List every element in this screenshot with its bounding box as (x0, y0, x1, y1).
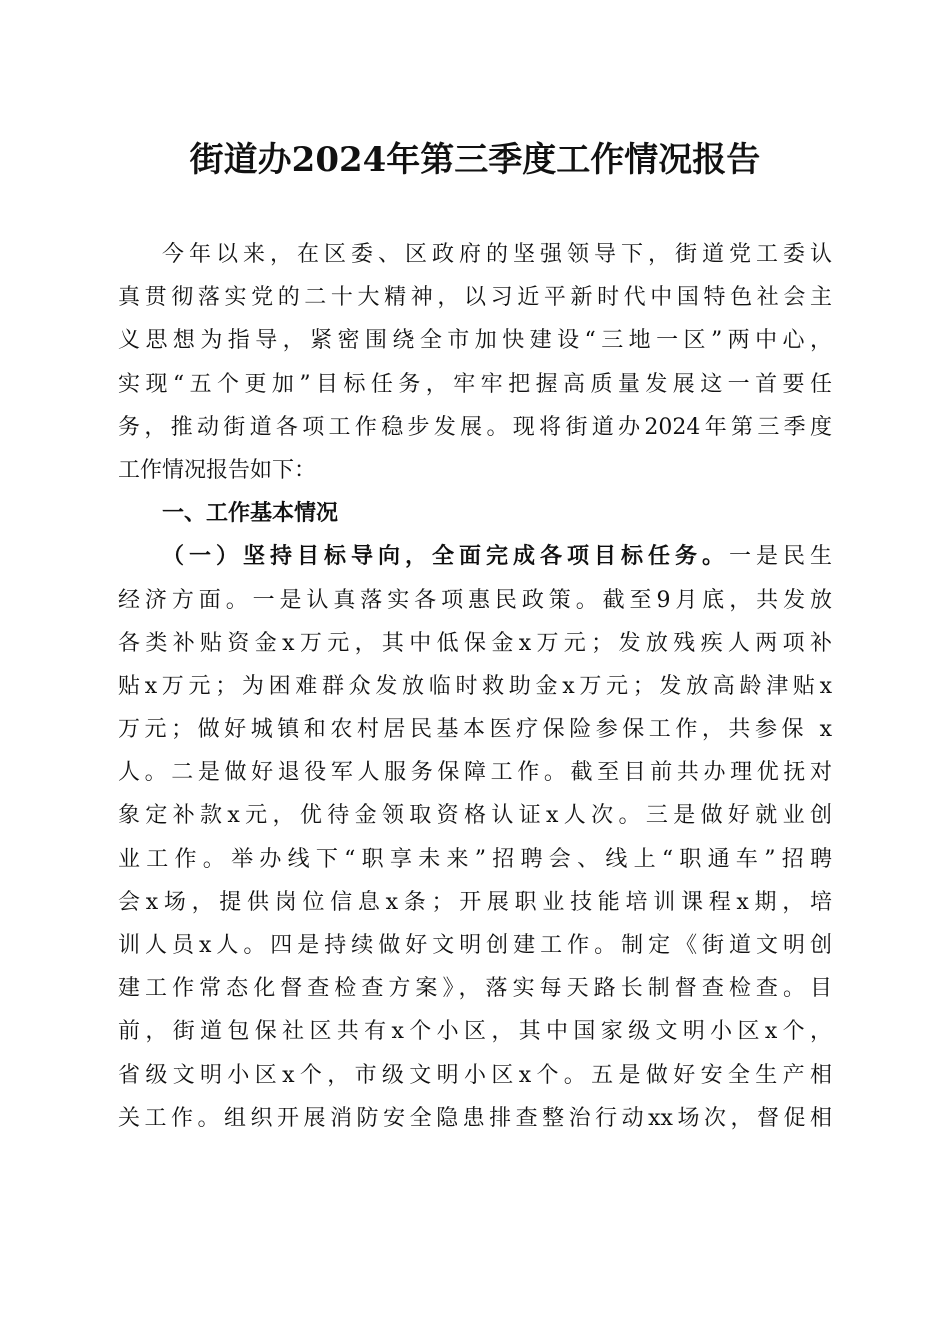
intro-line: 工作情况报告如下： (118, 457, 317, 483)
body-line: 贴x万元；为困难群众发放临时救助金x万元；发放高龄津贴x (118, 673, 832, 699)
document-title: 街道办2024年第三季度工作情况报告 (189, 140, 761, 180)
subsection-tail: 一是民生 (728, 544, 832, 570)
document-body (118, 233, 832, 1140)
body-line: 经济方面。一是认真落实各项惠民政策。截至9月底，共发放 (118, 587, 832, 613)
body-line: 前，街道包保社区共有x个小区，其中国家级文明小区x个， (118, 1019, 832, 1045)
body-line: 省级文明小区x个，市级文明小区x个。五是做好安全生产相 (118, 1062, 832, 1088)
body-line: 关工作。组织开展消防安全隐患排查整治行动xx场次，督促相 (118, 1105, 832, 1131)
body-line: 各类补贴资金x万元，其中低保金x万元；发放残疾人两项补 (118, 630, 832, 656)
body-line: 训人员x人。四是持续做好文明创建工作。制定《街道文明创 (118, 933, 832, 958)
intro-line: 义思想为指导，紧密围绕全市加快建设“三地一区”两中心， (118, 328, 832, 354)
intro-line: 真贯彻落实党的二十大精神，以习近平新时代中国特色社会主 (118, 285, 832, 311)
body-line: 万元；做好城镇和农村居民基本医疗保险参保工作，共参保 x (118, 717, 832, 743)
body-line: 人。二是做好退役军人服务保障工作。截至目前共办理优抚对 (118, 760, 832, 786)
subsection-heading: （一）坚持目标导向，全面完成各项目标任务。 (162, 543, 729, 570)
subsection-line (118, 535, 832, 578)
body-line: 建工作常态化督查检查方案》，落实每天路长制督查检查。目 (118, 976, 832, 1002)
body-line: 象定补款x元，优待金领取资格认证x人次。三是做好就业创 (118, 803, 832, 829)
body-line: 会x场，提供岗位信息x条；开展职业技能培训课程x期，培 (118, 889, 832, 915)
section-heading: 一、工作基本情况 (162, 501, 339, 527)
intro-line: 务，推动街道各项工作稳步发展。现将街道办2024年第三季度 (118, 414, 832, 440)
body-line: 业工作。举办线下“职享未来”招聘会、线上“职通车”招聘 (118, 846, 832, 872)
intro-line: 今年以来，在区委、区政府的坚强领导下，街道党工委认 (162, 242, 832, 267)
intro-line: 实现“五个更加”目标任务，牢牢把握高质量发展这一首要任 (118, 371, 832, 397)
